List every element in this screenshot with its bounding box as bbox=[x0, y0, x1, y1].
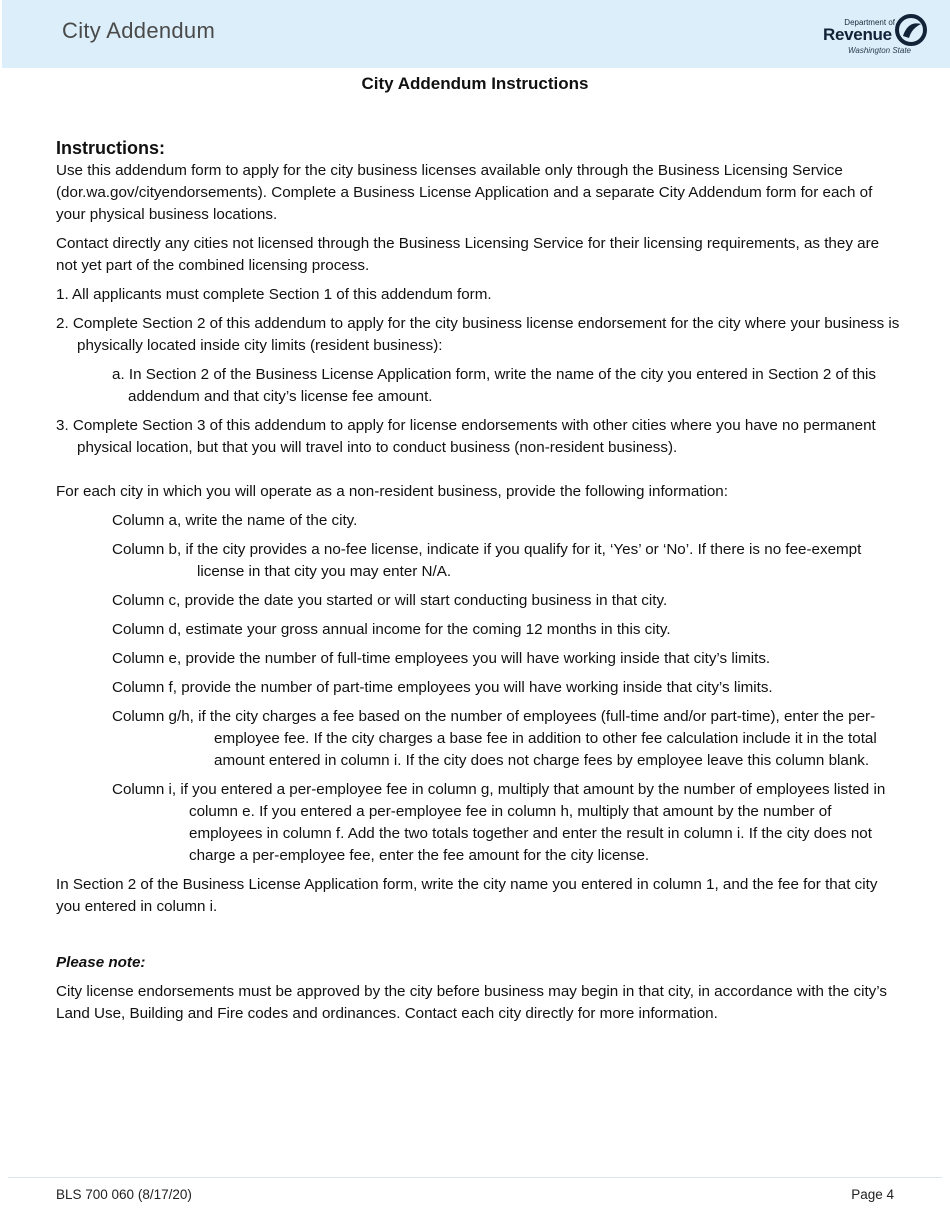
logo-department-text: Department of bbox=[844, 18, 895, 27]
step-3: 3. Complete Section 3 of this addendum to apply for license endorsements with other cities where you have no permanent physical location, but that you will travel into to conduct business (non-resident business). bbox=[56, 417, 876, 456]
footer-divider bbox=[8, 1177, 942, 1178]
nonresident-intro: For each city in which you will operate as a non-resident business, provide the following information: bbox=[56, 483, 728, 500]
column-gh-instruction: Column g/h, if the city charges a fee based on the number of employees (full-time and/or part-time), enter the per-employee fee. If the city charges a base fee in addition to other fee calculation include it in the total amount entered in column i. If the city does not charge fees by employee leave this column blank. bbox=[112, 708, 877, 769]
instructions-heading: Instructions: bbox=[56, 138, 166, 158]
page-header bbox=[2, 0, 950, 68]
form-id: BLS 700 060 (8/17/20) bbox=[56, 1187, 192, 1202]
step-2a: a. In Section 2 of the Business License Application form, write the name of the city you entered in Section 2 of this addendum and that city’s license fee amount. bbox=[112, 366, 877, 405]
logo-state-text: Washington State bbox=[848, 46, 912, 55]
column-a-instruction: Column a, write the name of the city. bbox=[112, 512, 358, 529]
header-title: City Addendum bbox=[62, 18, 216, 43]
logo-revenue-text: Revenue bbox=[823, 25, 892, 44]
column-f-instruction: Column f, provide the number of part-time employees you will have working inside that city’s limits. bbox=[112, 679, 773, 696]
note-text: City license endorsements must be approved by the city before business may begin in that city, in accordance with the city’s Land Use, Building and Fire codes and ordinances. Contact each city directly for more information. bbox=[56, 983, 887, 1022]
document-title: City Addendum Instructions bbox=[361, 74, 589, 93]
intro-paragraph-1: Use this addendum form to apply for the city business licenses available only through the Business Licensing Service (dor.wa.gov/cityendorsements). Complete a Business License Application and a separate City Addendum form for each of your physical business locations. bbox=[56, 162, 873, 223]
column-i-instruction: Column i, if you entered a per-employee fee in column g, multiply that amount by the number of employees listed in column e. If you entered a per-employee fee in column h, multiply that amount by the number of employees in column f. Add the two totals together and enter the result in column i. If the city does not charge a per-employee fee, enter the fee amount for the city license. bbox=[112, 781, 886, 864]
revenue-swoosh-icon bbox=[894, 14, 928, 46]
intro-paragraph-2: Contact directly any cities not licensed through the Business Licensing Service for their licensing requirements, as they are not yet part of the combined licensing process. bbox=[56, 235, 880, 274]
column-e-instruction: Column e, provide the number of full-time employees you will have working inside that city’s limits. bbox=[112, 650, 771, 667]
step-2: 2. Complete Section 2 of this addendum to apply for the city business license endorsement for the city where your business is physically located inside city limits (resident business): bbox=[56, 315, 900, 354]
column-d-instruction: Column d, estimate your gross annual income for the coming 12 months in this city. bbox=[112, 621, 671, 638]
document-body bbox=[56, 136, 901, 1025]
note-heading: Please note: bbox=[56, 954, 146, 971]
column-b-instruction: Column b, if the city provides a no-fee license, indicate if you qualify for it, ‘Yes’ or ‘No’. If there is no fee-exempt license in that city you may enter N/A. bbox=[112, 541, 862, 580]
dor-logo bbox=[822, 12, 932, 60]
page-number: Page 4 bbox=[851, 1187, 894, 1202]
column-c-instruction: Column c, provide the date you started or will start conducting business in that city. bbox=[112, 592, 668, 609]
step-1: 1. All applicants must complete Section 1 of this addendum form. bbox=[56, 286, 492, 303]
closing-paragraph: In Section 2 of the Business License Application form, write the city name you entered in column 1, and the fee for that city you entered in column i. bbox=[56, 876, 878, 915]
